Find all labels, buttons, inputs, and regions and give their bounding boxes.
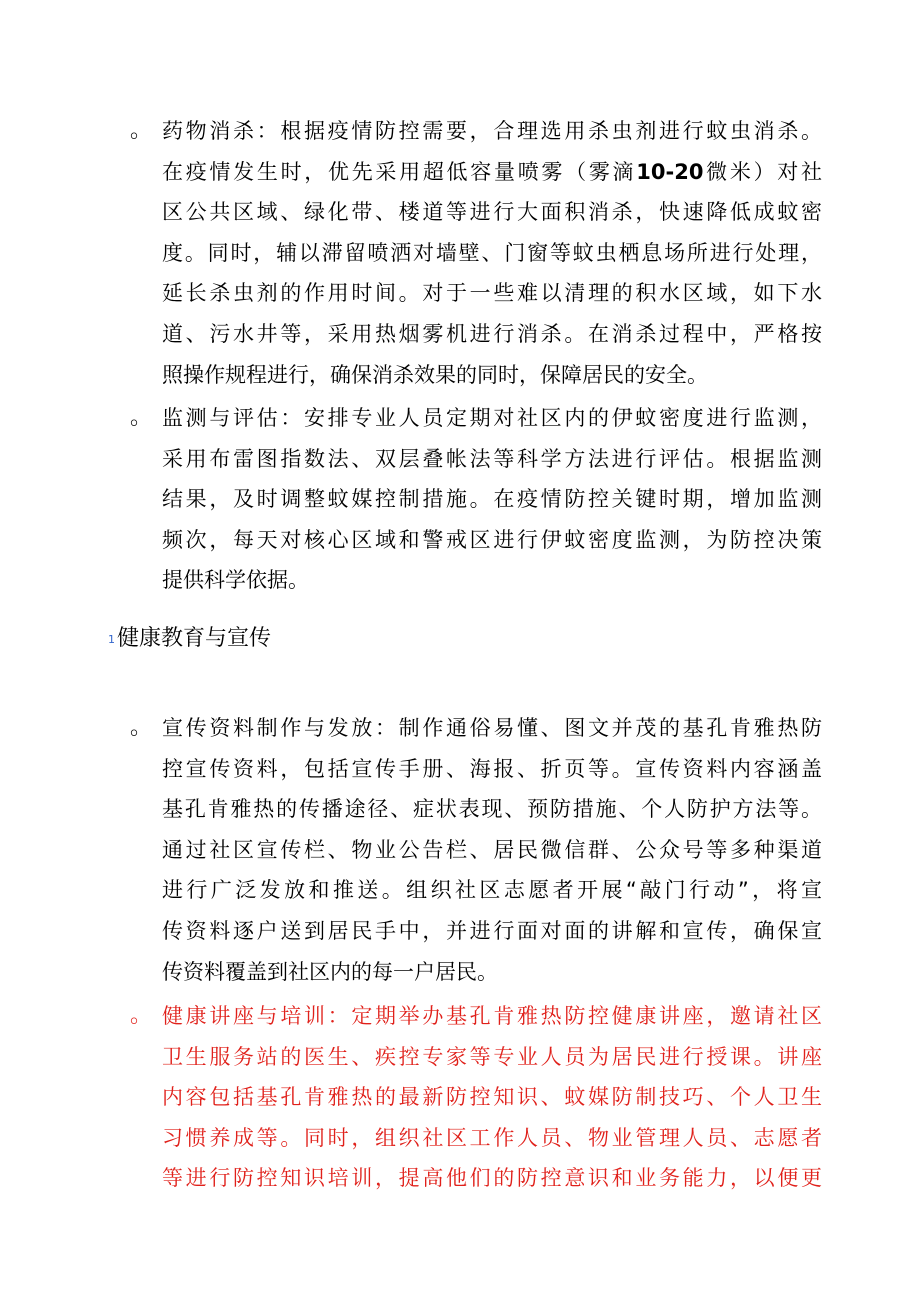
text-line: 等进行防控知识培训，提高他们的防控意识和业务能力，以便更 [162,1166,822,1191]
text-line: 基孔肯雅热的传播途径、症状表现、预防措施、个人防护方法等。 [162,797,822,822]
text-line: 药物消杀：根据疫情防控需要，合理选用杀虫剂进行蚊虫消杀。 [162,119,822,143]
text-line: 内容包括基孔肯雅热的最新防控知识、蚊媒防制技巧、个人卫生 [162,1085,822,1110]
text-line: 结果，及时调整蚊媒控制措施。在疫情防控关键时期，增加监测 [162,487,822,512]
text-line: 采用布雷图指数法、双层叠帐法等科学方法进行评估。根据监测 [162,446,822,471]
text-line: 进行广泛发放和推送。组织社区志愿者开展“敲门行动”，将宣 [162,878,822,903]
bullet-marker: 。 [130,118,153,143]
paragraph-monitoring [162,398,822,601]
heading-number-marker: 1 [108,633,115,646]
text-line: 传资料逐户送到居民手中，并进行面对面的讲解和宣传，确保宣 [162,918,822,943]
text-line: 监测与评估：安排专业人员定期对社区内的伊蚊密度进行监测， [162,406,822,430]
section-heading [108,624,271,655]
text-line: 通过社区宣传栏、物业公告栏、居民微信群、公众号等多种渠道 [162,837,822,862]
text-line: 卫生服务站的医生、疾控专家等专业人员为居民进行授课。讲座 [162,1044,822,1069]
text-line: 提供科学依据。 [162,568,309,593]
bullet-marker: 。 [130,715,153,740]
text-line: 频次，每天对核心区域和警戒区进行伊蚊密度监测，为防控决策 [162,527,822,552]
text-line: 控宣传资料，包括宣传手册、海报、折页等。宣传资料内容涵盖 [162,756,822,781]
paragraph-drug-disinfection [162,111,822,395]
text-line: 道、污水井等，采用热烟雾机进行消杀。在消杀过程中，严格按 [162,321,822,346]
text-line: 度。同时，辅以滞留喷洒对墙壁、门窗等蚊虫栖息场所进行处理， [162,240,822,265]
bullet-marker: 。 [130,1003,153,1028]
bullet-marker: 。 [130,405,153,430]
text-line: 在疫情发生时，优先采用超低容量喷雾（雾滴10-20微米）对社 [162,159,823,184]
text-line: 习惯养成等。同时，组织社区工作人员、物业管理人员、志愿者 [162,1125,822,1150]
text-line: 区公共区域、绿化带、楼道等进行大面积消杀，快速降低成蚊密 [162,200,822,225]
text-line: 延长杀虫剂的作用时间。对于一些难以清理的积水区域，如下水 [162,281,822,306]
text-line: 照操作规程进行，确保消杀效果的同时，保障居民的安全。 [162,362,708,387]
paragraph-lecture [162,996,822,1199]
paragraph-materials [162,708,822,992]
text-line: 宣传资料制作与发放：制作通俗易懂、图文并茂的基孔肯雅热防 [162,716,822,740]
section-heading-title: 健康教育与宣传 [117,626,272,651]
text-line: 传资料覆盖到社区内的每一户居民。 [162,959,498,984]
bold-figure: 10-20 [636,159,704,184]
text-line: 健康讲座与培训：定期举办基孔肯雅热防控健康讲座，邀请社区 [162,1004,822,1028]
